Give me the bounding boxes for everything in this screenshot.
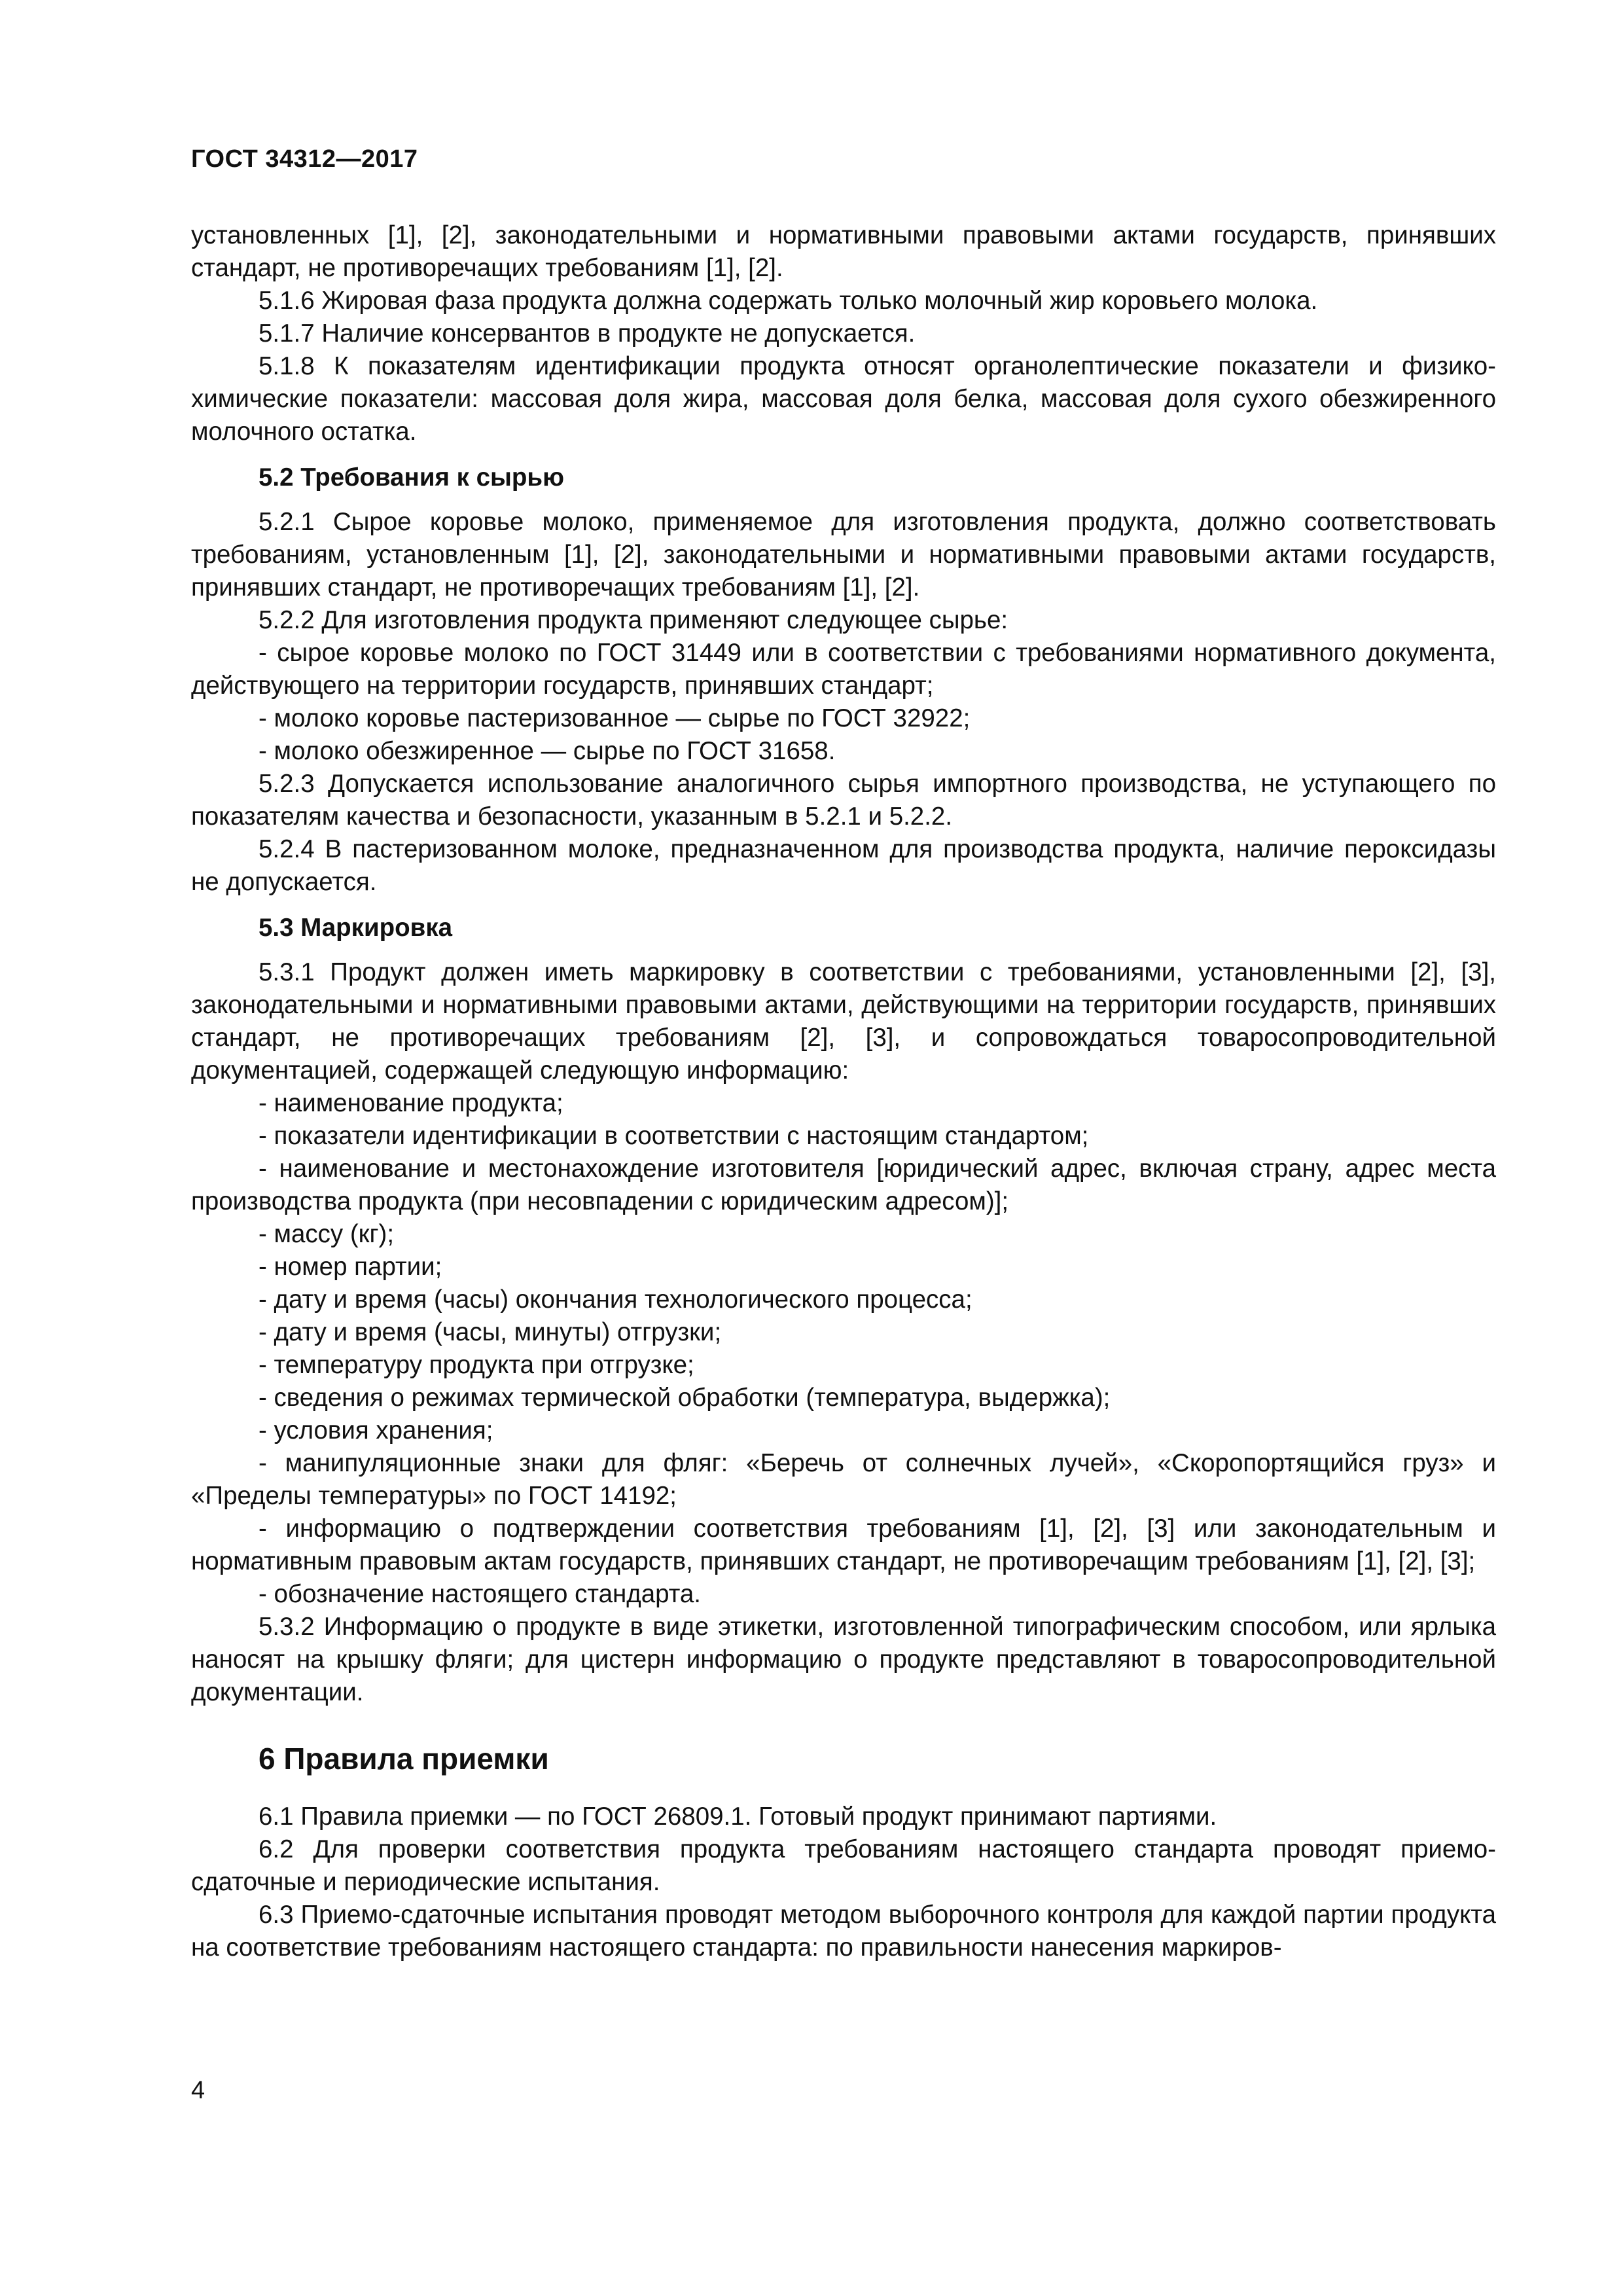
- list-item: - условия хранения;: [259, 1416, 493, 1444]
- paragraph: 6.2 Для проверки соответствия продукта требованиям настоящего стандарта проводят приемо-сдаточные и периодические испытания.: [191, 1835, 1496, 1896]
- list-item: - наименование продукта;: [259, 1089, 563, 1117]
- list-item: - манипуляционные знаки для фляг: «Беречь от солнечных лучей», «Скоропортящийся груз» и «Пределы температуры» по ГОСТ 14192;: [191, 1449, 1496, 1510]
- document-body: [191, 219, 1496, 1964]
- list-item: - массу (кг);: [259, 1220, 395, 1248]
- paragraph: 6.3 Приемо-сдаточные испытания проводят методом выборочного контроля для каждой партии продукта на соответствие требованиям настоящего стандарта: по правильности нанесения маркиров-: [191, 1901, 1496, 1962]
- list-item: - сведения о режимах термической обработки (температура, выдержка);: [259, 1384, 1111, 1412]
- paragraph: 5.1.7 Наличие консервантов в продукте не допускается.: [259, 319, 916, 348]
- list-item: - наименование и местонахождение изготовителя [юридический адрес, включая страну, адрес места производства продукта (при несовпадении с юридическим адресом)];: [191, 1155, 1496, 1215]
- list-item: - дату и время (часы, минуты) отгрузки;: [259, 1318, 722, 1346]
- list-item: - обозначение настоящего стандарта.: [259, 1580, 702, 1608]
- section-heading: 6 Правила приемки: [259, 1742, 549, 1776]
- paragraph: 5.2.2 Для изготовления продукта применяют следующее сырье:: [259, 606, 1008, 634]
- list-item: - номер партии;: [259, 1253, 442, 1281]
- paragraph: установленных [1], [2], законодательными и нормативными правовыми актами государств, принявших стандарт, не противоречащих требованиям [1], [2].: [191, 221, 1496, 282]
- paragraph: 5.2.3 Допускается использование аналогичного сырья импортного производства, не уступающего по показателям качества и безопасности, указанным в 5.2.1 и 5.2.2.: [191, 770, 1496, 831]
- list-item: - дату и время (часы) окончания технологического процесса;: [259, 1285, 972, 1314]
- list-item: - температуру продукта при отгрузке;: [259, 1351, 694, 1379]
- paragraph: 5.2.4 В пастеризованном молоке, предназначенном для производства продукта, наличие пероксидазы не допускается.: [191, 835, 1496, 896]
- document-number: ГОСТ 34312—2017: [191, 145, 418, 173]
- paragraph: 5.3.2 Информацию о продукте в виде этикетки, изготовленной типографическим способом, или ярлыка наносят на крышку фляги; для цистерн информацию о продукте представляют в товаросопроводительной документации.: [191, 1613, 1496, 1706]
- paragraph: 6.1 Правила приемки — по ГОСТ 26809.1. Готовый продукт принимают партиями.: [259, 1803, 1217, 1831]
- subsection-heading: 5.2 Требования к сырью: [259, 463, 564, 492]
- paragraph: 5.3.1 Продукт должен иметь маркировку в соответствии с требованиями, установленными [2], [3], законодательными и нормативными правовыми актами, действующими на территории государств, принявших стандарт, не противоречащих требованиям [2], [3], и сопровождаться товаросопроводительной документацией, содержащей следующую информацию:: [191, 958, 1496, 1085]
- paragraph: 5.1.6 Жировая фаза продукта должна содержать только молочный жир коровьего молока.: [259, 287, 1318, 315]
- subsection-heading: 5.3 Маркировка: [259, 914, 453, 942]
- list-item: - информацию о подтверждении соответствия требованиям [1], [2], [3] или законодательным и нормативным правовым актам государств, принявших стандарт, не противоречащим требованиям [1], [2], [3];: [191, 1515, 1496, 1575]
- page-number: 4: [191, 2077, 205, 2104]
- list-item: - молоко коровье пастеризованное — сырье по ГОСТ 32922;: [259, 704, 971, 732]
- list-item: - сырое коровье молоко по ГОСТ 31449 или в соответствии с требованиями нормативного документа, действующего на территории государств, принявших стандарт;: [191, 639, 1496, 700]
- list-item: - показатели идентификации в соответствии с настоящим стандартом;: [259, 1122, 1089, 1150]
- list-item: - молоко обезжиренное — сырье по ГОСТ 31658.: [259, 737, 836, 765]
- paragraph: 5.1.8 К показателям идентификации продукта относят органолептические показатели и физико-химические показатели: массовая доля жира, массовая доля белка, массовая доля сухого обезжиренного молочного остатка.: [191, 352, 1496, 446]
- paragraph: 5.2.1 Сырое коровье молоко, применяемое для изготовления продукта, должно соответствовать требованиям, установленным [1], [2], законодательными и нормативными правовыми актами государств, принявших стандарт, не противоречащих требованиям [1], [2].: [191, 508, 1496, 601]
